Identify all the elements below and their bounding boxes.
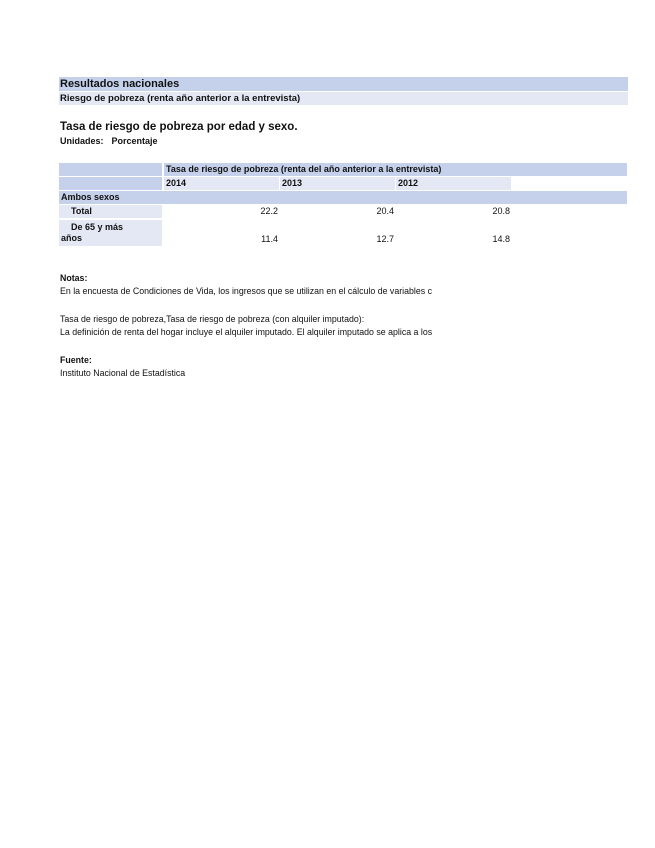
table-row xyxy=(59,220,627,246)
year-header: 2012 xyxy=(396,177,511,190)
table-measure-header: Tasa de riesgo de pobreza (renta del año anterior a la entrevista) xyxy=(164,163,627,176)
year-header: 2014 xyxy=(164,177,279,190)
table-cell: 20.4 xyxy=(376,206,394,216)
data-table xyxy=(59,163,627,253)
table-row xyxy=(59,205,627,218)
table-cell: 11.4 xyxy=(261,234,278,244)
row-label-line: años xyxy=(61,233,83,243)
table-cell: 14.8 xyxy=(492,234,510,244)
notes-line: La definición de renta del hogar incluye el alquiler imputado. El alquiler imputado se aplica a los xyxy=(60,327,433,337)
table-corner-cell xyxy=(59,177,162,190)
table-title: Tasa de riesgo de pobreza por edad y sexo. xyxy=(60,121,298,133)
source-text: Instituto Nacional de Estadística xyxy=(60,368,186,378)
year-header: 2013 xyxy=(280,177,395,190)
group-label: Ambos sexos xyxy=(61,192,120,202)
table-group-row xyxy=(59,191,627,204)
notes-line: En la encuesta de Condiciones de Vida, los ingresos que se utilizan en el cálculo de variables c xyxy=(60,286,432,296)
notes-heading: Notas: xyxy=(60,273,88,283)
table-years-row xyxy=(59,177,627,190)
table-corner-cell xyxy=(59,163,162,176)
row-label-line: De 65 y más xyxy=(71,222,124,232)
row-label: Total xyxy=(59,205,162,218)
units-label: Unidades: xyxy=(60,136,104,146)
subsection-header: Riesgo de pobreza (renta año anterior a la entrevista) xyxy=(59,92,628,105)
table-cell: 22.2 xyxy=(260,206,278,216)
row-label xyxy=(59,220,162,246)
notes-line: Tasa de riesgo de pobreza,Tasa de riesgo de pobreza (con alquiler imputado): xyxy=(60,314,365,324)
section-header: Resultados nacionales xyxy=(59,77,628,91)
table-cell: 12.7 xyxy=(376,234,394,244)
units-line xyxy=(60,136,166,146)
source-heading: Fuente: xyxy=(60,355,92,365)
units-value: Porcentaje xyxy=(111,136,158,146)
table-measure-row xyxy=(59,163,627,176)
table-cell: 20.8 xyxy=(492,206,510,216)
